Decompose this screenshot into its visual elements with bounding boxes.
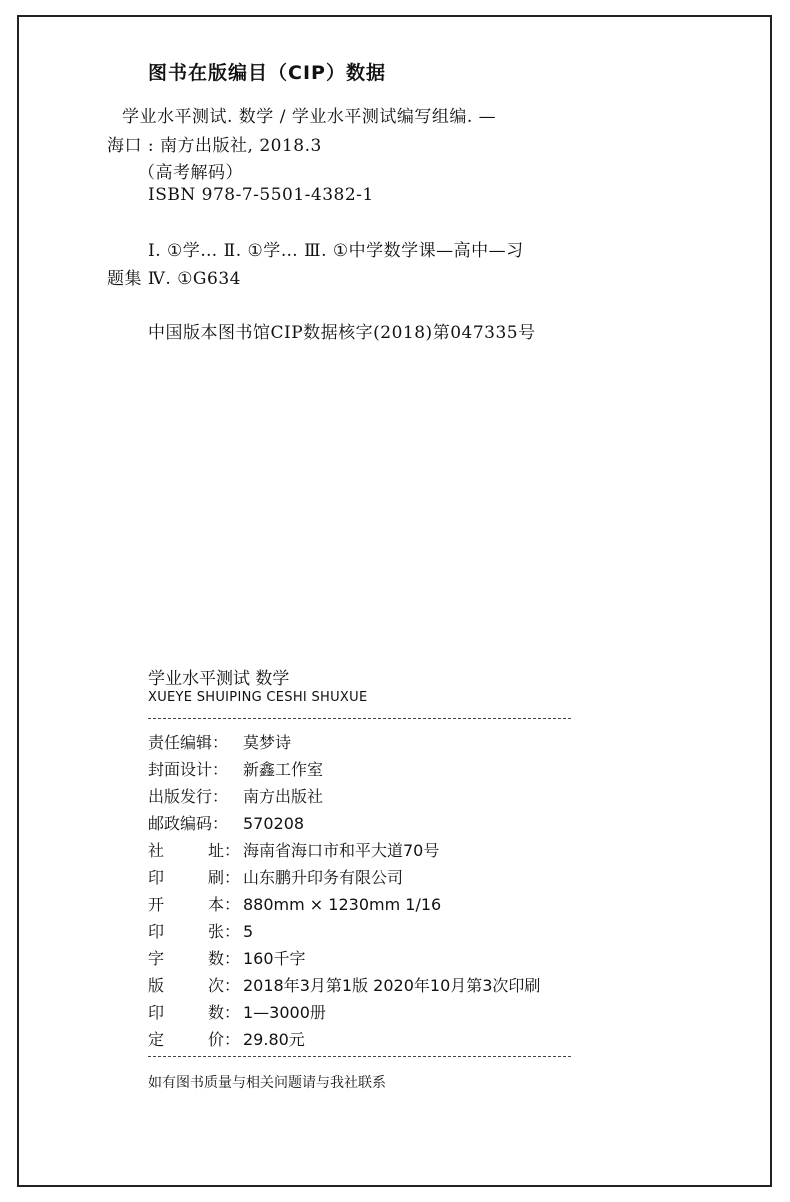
info-value: 山东鹏升印务有限公司 bbox=[243, 868, 404, 887]
info-value: 莫梦诗 bbox=[243, 733, 292, 752]
info-value: 1—3000册 bbox=[243, 1003, 326, 1022]
cip-title: 图书在版编目（CIP）数据 bbox=[148, 62, 386, 84]
info-label-char: 印 bbox=[148, 922, 165, 941]
info-label bbox=[148, 838, 243, 861]
info-row bbox=[148, 838, 439, 860]
info-label-char: 字 bbox=[148, 949, 165, 968]
footer-note: 如有图书质量与相关问题请与我社联系 bbox=[148, 1075, 386, 1091]
info-row bbox=[148, 784, 323, 806]
info-label bbox=[148, 973, 243, 996]
cip-classification-2: 题集 Ⅳ. ①G634 bbox=[107, 269, 241, 289]
cip-line-series: （高考解码） bbox=[138, 163, 243, 183]
info-label-char: 张： bbox=[208, 922, 241, 941]
info-label bbox=[148, 1000, 243, 1023]
cip-line-publisher: 海口 : 南方出版社, 2018.3 bbox=[107, 136, 322, 156]
book-title: 学业水平测试 数学 bbox=[148, 669, 290, 689]
info-label-char: 本： bbox=[208, 895, 241, 914]
info-row bbox=[148, 946, 306, 968]
info-row bbox=[148, 811, 304, 833]
info-value: 160千字 bbox=[243, 949, 306, 968]
info-value: 新鑫工作室 bbox=[243, 760, 324, 779]
info-row bbox=[148, 865, 403, 887]
info-label bbox=[148, 892, 243, 915]
info-value: 5 bbox=[243, 922, 254, 941]
info-row bbox=[148, 892, 441, 914]
info-label bbox=[148, 919, 243, 942]
info-value: 海南省海口市和平大道70号 bbox=[243, 841, 440, 860]
info-label: 封面设计： bbox=[148, 760, 229, 779]
info-row bbox=[148, 1027, 305, 1049]
info-label-char: 数： bbox=[208, 1003, 241, 1022]
info-label-char: 址： bbox=[208, 841, 241, 860]
info-label-char: 数： bbox=[208, 949, 241, 968]
info-row bbox=[148, 730, 291, 752]
info-value: 29.80元 bbox=[243, 1030, 305, 1049]
cip-isbn: ISBN 978-7-5501-4382-1 bbox=[148, 185, 374, 205]
info-label-char: 定 bbox=[148, 1030, 165, 1049]
info-label bbox=[148, 946, 243, 969]
info-value: 南方出版社 bbox=[243, 787, 324, 806]
info-row bbox=[148, 1000, 326, 1022]
info-value: 570208 bbox=[243, 814, 305, 833]
info-label-char: 版 bbox=[148, 976, 165, 995]
info-row bbox=[148, 757, 323, 779]
info-value: 2018年3月第1版 2020年10月第3次印刷 bbox=[243, 976, 541, 995]
info-label bbox=[148, 865, 243, 888]
info-label: 邮政编码： bbox=[148, 814, 229, 833]
book-pinyin: XUEYE SHUIPING CESHI SHUXUE bbox=[148, 690, 368, 705]
divider-bottom bbox=[148, 1056, 571, 1057]
cip-classification-1: Ⅰ. ①学… Ⅱ. ①学… Ⅲ. ①中学数学课—高中—习 bbox=[148, 241, 524, 261]
info-label: 责任编辑： bbox=[148, 733, 229, 752]
info-label-char: 价： bbox=[208, 1030, 241, 1049]
info-label-char: 印 bbox=[148, 868, 165, 887]
info-label-char: 社 bbox=[148, 841, 165, 860]
cip-line-title: 学业水平测试. 数学 / 学业水平测试编写组编. — bbox=[122, 107, 497, 127]
info-row bbox=[148, 919, 253, 941]
info-label-char: 印 bbox=[148, 1003, 165, 1022]
info-row bbox=[148, 973, 540, 995]
info-label-char: 开 bbox=[148, 895, 165, 914]
info-label: 出版发行： bbox=[148, 787, 229, 806]
info-label-char: 刷： bbox=[208, 868, 241, 887]
cip-number: 中国版本图书馆CIP数据核字(2018)第047335号 bbox=[148, 323, 536, 343]
page-border bbox=[17, 15, 772, 1187]
info-value: 880mm × 1230mm 1/16 bbox=[243, 895, 442, 914]
info-label-char: 次： bbox=[208, 976, 241, 995]
divider-top bbox=[148, 718, 571, 719]
info-label bbox=[148, 1027, 243, 1050]
